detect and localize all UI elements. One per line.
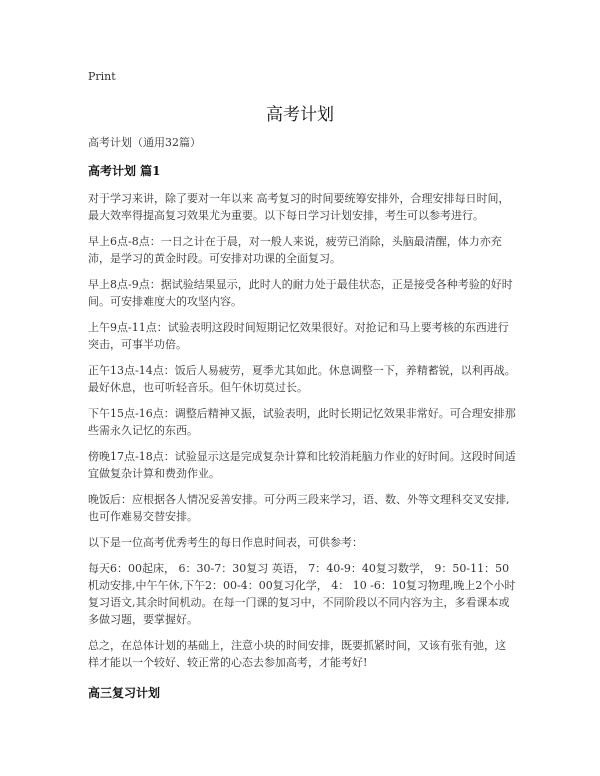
paragraph: 对于学习来讲，除了要对一年以来 高考复习的时间要统筹安排外，合理安排每日时间，最大效率得提高复习效果尤为重要。以下每日学习计划安排，考生可以参考进行。	[88, 192, 510, 222]
document-subtitle: 高考计划（通用32篇）	[88, 136, 201, 149]
paragraph: 正午13点-14点：饭后人易疲劳，夏季尤其如此。休息调整一下，养精蓄锐，以利再战。最好休息，也可听轻音乐。但午休切莫过长。	[88, 364, 516, 394]
page-title: 高考计划	[266, 105, 334, 125]
paragraph: 上午9点-11点：试验表明这段时间短期记忆效果很好。对抢记和马上要考核的东西进行突击，可事半功倍。	[88, 321, 509, 351]
paragraph: 早上8点-9点：据试验结果显示，此时人的耐力处于最佳状态，正是接受各种考验的好时间。可安排难度大的攻坚内容。	[88, 278, 513, 308]
paragraph: 傍晚17点-18点：试验显示这是完成复杂计算和比较消耗脑力作业的好时间。这段时间适宜做复杂计算和费劲作业。	[88, 450, 516, 480]
section-heading-1: 高考计划 篇1	[88, 164, 161, 178]
document-body	[88, 134, 516, 702]
paragraph: 总之，在总体计划的基础上，注意小块的时间安排，既要抓紧时间，又该有张有弛，这样才能以一个较好、较正常的心态去参加高考，才能考好!	[88, 639, 506, 669]
paragraph: 晚饭后：应根据各人情况妥善安排。可分两三段来学习，语、数、外等文理科交叉安排,也可作难易交替安排。	[88, 493, 510, 523]
paragraph: 早上6点-8点：一日之计在于晨，对一般人来说，疲劳已消除，头脑最清醒，体力亦充沛，是学习的黄金时段。可安排对功课的全面复习。	[88, 235, 502, 265]
paragraph: 每天6：00起床， 6：30-7：30复习 英语， 7：40-9：40复习数学， 9：50-11：50机动安排,中午午休,下午2：00-4：00复习化学， 4： 10 -6：10复习物理,晚上2个小时复习语文,其余时间机动。在每一门课的复习中，不同阶段以不同内容为主，多看课本或多做习题，要掌握好。	[88, 562, 516, 626]
paragraph: 下午15点-16点：调整后精神又振，试验表明，此时长期记忆效果非常好。可合理安排那些需永久记忆的东西。	[88, 407, 516, 437]
print-label: Print	[88, 70, 116, 83]
section-heading-2: 高三复习计划	[88, 686, 161, 700]
paragraph: 以下是一位高考优秀考生的每日作息时间表，可供参考：	[88, 536, 363, 549]
